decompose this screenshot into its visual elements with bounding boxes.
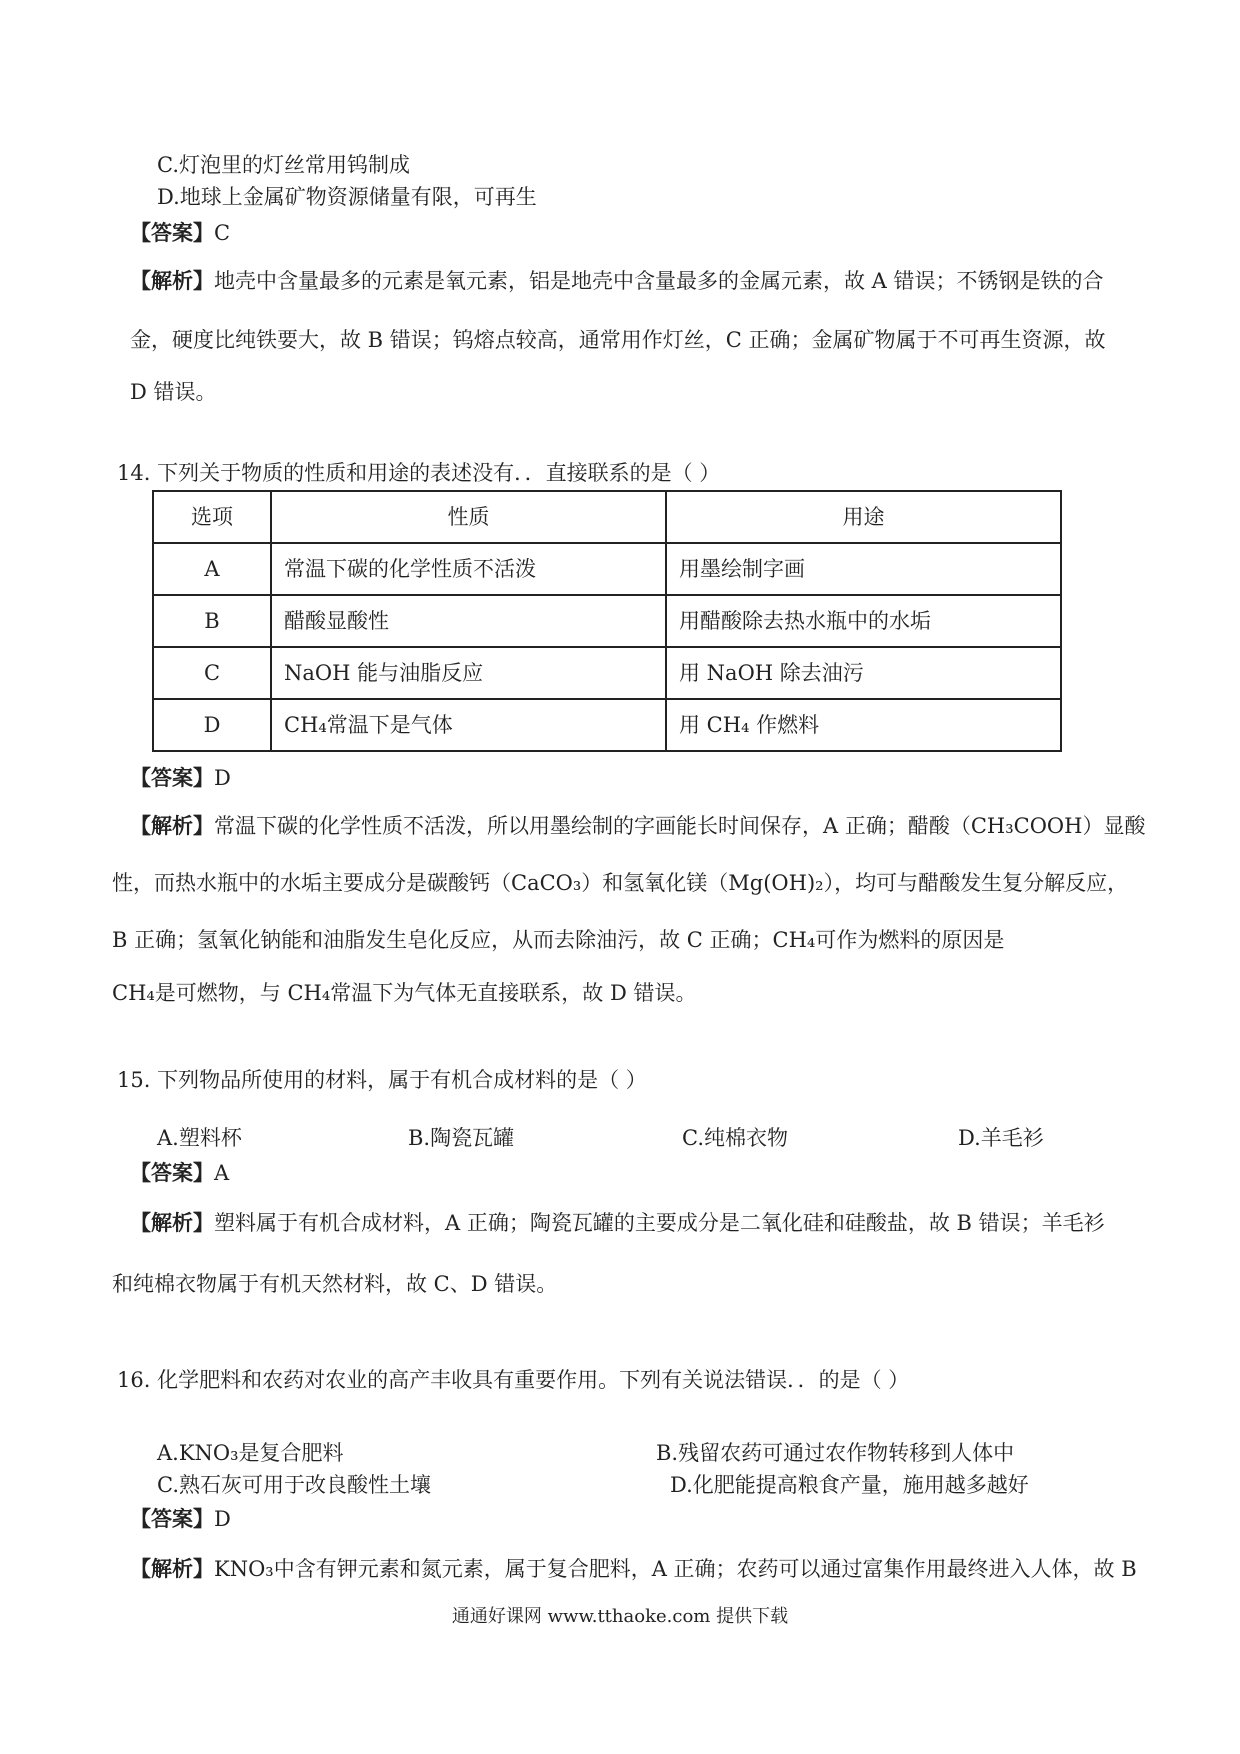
q16-answer <box>130 1508 231 1530</box>
answer-label: 【答案】 <box>130 1506 214 1531</box>
table-cell: 用醋酸除去热水瓶中的水垢 <box>666 595 1061 647</box>
table-row <box>153 543 1061 595</box>
table-cell: NaOH 能与油脂反应 <box>271 647 666 699</box>
q14-table <box>152 490 1062 752</box>
table-cell: C <box>153 647 271 699</box>
answer-label: 【答案】 <box>130 765 214 790</box>
table-cell: B <box>153 595 271 647</box>
q13-analysis-line-2: 金，硬度比纯铁要大，故 B 错误；钨熔点较高，通常用作灯丝，C 正确；金属矿物属于不可再生资源，故 <box>130 328 1106 352</box>
q14-analysis-line-4: CH₄是可燃物，与 CH₄常温下为气体无直接联系，故 D 错误。 <box>112 981 697 1005</box>
analysis-label: 【解析】 <box>130 1556 214 1581</box>
q16-option-a: A.KNO₃是复合肥料 <box>157 1441 344 1465</box>
q13-analysis-line-1 <box>130 270 1104 292</box>
q14-question: 14. 下列关于物质的性质和用途的表述没有．．直接联系的是（ ） <box>117 461 721 485</box>
analysis-text: KNO₃中含有钾元素和氮元素，属于复合肥料，A 正确；农药可以通过富集作用最终进入人体，故 B <box>214 1557 1137 1581</box>
q15-answer <box>130 1162 229 1184</box>
analysis-label: 【解析】 <box>130 1210 214 1235</box>
analysis-label: 【解析】 <box>130 268 214 293</box>
table-cell: 用 NaOH 除去油污 <box>666 647 1061 699</box>
table-header-cell: 用途 <box>666 491 1061 543</box>
q15-analysis-line-1 <box>130 1212 1105 1234</box>
table-header-cell: 选项 <box>153 491 271 543</box>
table-cell: 常温下碳的化学性质不活泼 <box>271 543 666 595</box>
q13-option-d: D.地球上金属矿物资源储量有限，可再生 <box>157 185 537 209</box>
table-cell: 用墨绘制字画 <box>666 543 1061 595</box>
q16-analysis-line-1 <box>130 1558 1137 1580</box>
q16-option-b: B.残留农药可通过农作物转移到人体中 <box>656 1441 1015 1465</box>
q16-option-c: C.熟石灰可用于改良酸性土壤 <box>157 1473 431 1497</box>
q15-option-c: C.纯棉衣物 <box>682 1126 788 1150</box>
q14-analysis-line-3: B 正确；氢氧化钠能和油脂发生皂化反应，从而去除油污，故 C 正确；CH₄可作为燃料的原因是 <box>112 928 1005 952</box>
q16-question: 16. 化学肥料和农药对农业的高产丰收具有重要作用。下列有关说法错误．．的是（ ） <box>117 1368 910 1392</box>
answer-value: C <box>214 221 231 245</box>
answer-value: A <box>214 1161 230 1185</box>
q15-option-d: D.羊毛衫 <box>958 1126 1044 1150</box>
answer-label: 【答案】 <box>130 1160 214 1185</box>
q15-analysis-line-2: 和纯棉衣物属于有机天然材料，故 C、D 错误。 <box>112 1272 558 1296</box>
table-row <box>153 647 1061 699</box>
answer-value: D <box>214 1507 231 1531</box>
table-cell: 用 CH₄ 作燃料 <box>666 699 1061 751</box>
table-row <box>153 595 1061 647</box>
table-row <box>153 699 1061 751</box>
table-header-cell: 性质 <box>271 491 666 543</box>
table-cell: 醋酸显酸性 <box>271 595 666 647</box>
q15-option-a: A.塑料杯 <box>157 1126 242 1150</box>
answer-value: D <box>214 766 231 790</box>
analysis-label: 【解析】 <box>130 813 214 838</box>
page-footer: 通通好课网 www.tthaoke.com 提供下载 <box>451 1606 789 1627</box>
q14-analysis-line-1 <box>130 815 1145 837</box>
table-cell: D <box>153 699 271 751</box>
q13-answer <box>130 222 230 244</box>
answer-label: 【答案】 <box>130 220 214 245</box>
table-header-row <box>153 491 1061 543</box>
analysis-text: 常温下碳的化学性质不活泼，所以用墨绘制的字画能长时间保存，A 正确；醋酸（CH₃COOH）显酸 <box>214 814 1146 838</box>
q13-option-c: C.灯泡里的灯丝常用钨制成 <box>157 153 410 177</box>
q16-option-d: D.化肥能提高粮食产量，施用越多越好 <box>670 1473 1029 1497</box>
table-cell: A <box>153 543 271 595</box>
q13-analysis-line-3: D 错误。 <box>130 380 217 404</box>
q15-option-b: B.陶瓷瓦罐 <box>408 1126 515 1150</box>
analysis-text: 塑料属于有机合成材料，A 正确；陶瓷瓦罐的主要成分是二氧化硅和硅酸盐，故 B 错误；羊毛衫 <box>214 1211 1105 1235</box>
table-cell: CH₄常温下是气体 <box>271 699 666 751</box>
analysis-text: 地壳中含量最多的元素是氧元素，铝是地壳中含量最多的金属元素，故 A 错误；不锈钢是铁的合 <box>214 269 1104 293</box>
q15-question: 15. 下列物品所使用的材料，属于有机合成材料的是（ ） <box>117 1068 647 1092</box>
q14-analysis-line-2: 性，而热水瓶中的水垢主要成分是碳酸钙（CaCO₃）和氢氧化镁（Mg(OH)₂），均可与醋酸发生复分解反应， <box>112 871 1129 895</box>
q14-answer <box>130 767 231 789</box>
